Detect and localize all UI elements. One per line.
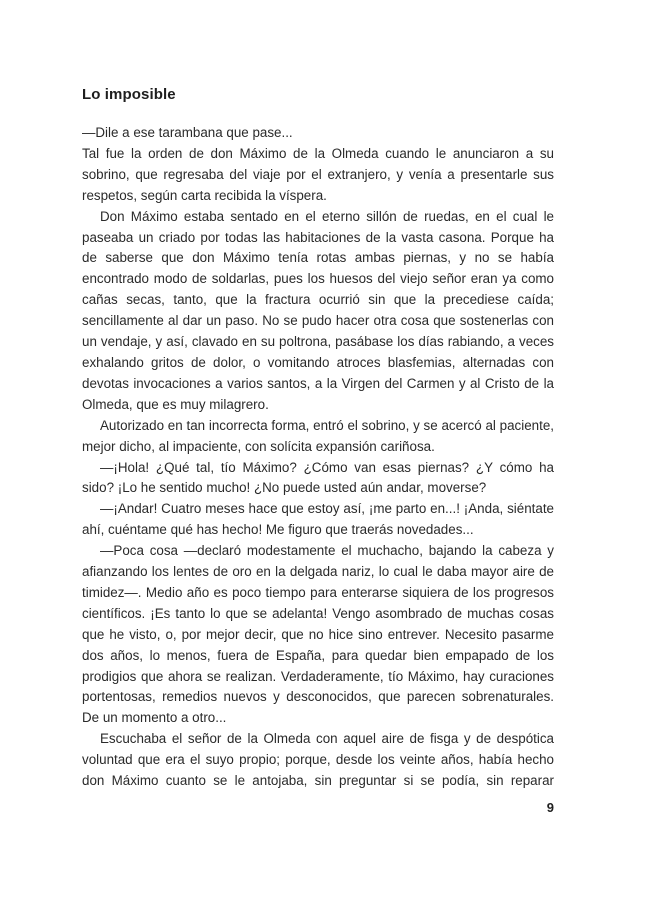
paragraph: Tal fue la orden de don Máximo de la Olmeda cuando le anunciaron a su sobrino, que regresaba del viaje por el extranjero, y venía a presentarle sus respetos, según carta recibida la víspera.	[82, 145, 554, 203]
paragraph: —Poca cosa —declaró modestamente el muchacho, bajando la cabeza y afianzando los lentes de oro en la delgada nariz, lo cual le daba mayor aire de timidez—. Medio año es poco tiempo para enterarse siquiera de los progresos científicos. ¡Es tanto lo que se adelanta! Vengo asombrado de muchas cosas que he visto, o, por mejor decir, que no hice sino entrever. Necesito pasarme dos años, lo menos, fuera de España, para quedar bien empapado de los prodigios que ahora se realizan. Verdaderamente, tío Máximo, hay curaciones portentosas, remedios nuevos y desconocidos, que parecen sobrenaturales. De un momento a otro...	[82, 543, 554, 726]
paragraph: —Dile a ese tarambana que pase...	[82, 125, 293, 140]
paragraph: —¡Andar! Cuatro meses hace que estoy así, ¡me parto en...! ¡Anda, siéntate ahí, cuéntame qué has hecho! Me figuro que traerás novedades...	[82, 501, 554, 538]
paragraph: Escuchaba el señor de la Olmeda con aquel aire de fisga y de despótica voluntad que era el suyo propio; porque, desde los veinte años, había hecho don Máximo cuanto se le antojaba, sin preguntar si se podía, sin reparar	[82, 731, 554, 789]
paragraph: Autorizado en tan incorrecta forma, entró el sobrino, y se acercó al paciente, mejor dicho, al impaciente, con solícita expansión cariñosa.	[82, 417, 554, 454]
paragraph: —¡Hola! ¿Qué tal, tío Máximo? ¿Cómo van esas piernas? ¿Y cómo ha sido? ¡Lo he sentido mucho! ¿No puede usted aún andar, moverse?	[82, 459, 554, 496]
page-number: 9	[546, 800, 554, 815]
body-text	[82, 123, 554, 792]
chapter-title: Lo imposible	[82, 86, 176, 103]
paragraph: Don Máximo estaba sentado en el eterno sillón de ruedas, en el cual le paseaba un criado por todas las habitaciones de la vasta casona. Porque ha de saberse que don Máximo tenía rotas ambas piernas, y no se había encontrado modo de soldarlas, pues los huesos del viejo señor eran ya como cañas secas, tanto, que la fractura ocurrió sin que la precediese caída; sencillamente al dar un paso. No se pudo hacer otra cosa que sostenerlas con un vendaje, y así, clavado en su poltrona, pasábase los días rabiando, a veces exhalando gritos de dolor, o vomitando atroces blasfemias, alternadas con devotas invocaciones a varios santos, a la Virgen del Carmen y al Cristo de la Olmeda, que es muy milagrero.	[82, 208, 554, 412]
